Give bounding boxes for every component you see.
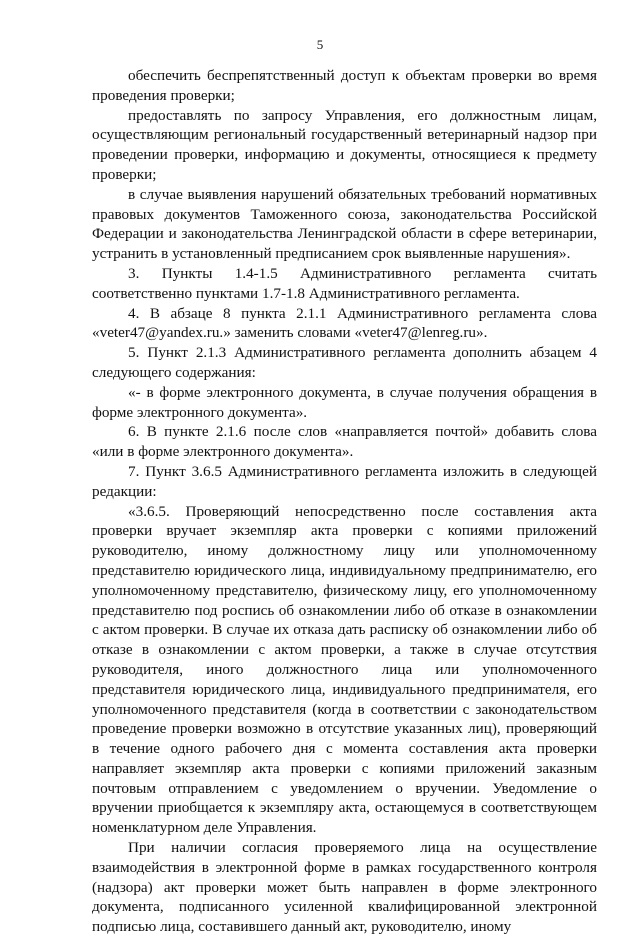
document-body bbox=[92, 66, 597, 937]
paragraph: «- в форме электронного документа, в случае получения обращения в форме электронного документа». bbox=[92, 383, 597, 421]
paragraph: в случае выявления нарушений обязательных требований нормативных правовых документов Таможенного союза, законодательства Российской Федерации и законодательства Ленинградской области в сфере ветеринарии, устранить в установленный предписанием срок выявленные нарушения». bbox=[92, 185, 597, 263]
paragraph: При наличии согласия проверяемого лица на осуществление взаимодействия в электронной форме в рамках государственного контроля (надзора) акт проверки может быть направлен в форме электронного документа, подписанного усиленной квалифицированной электронной подписью лица, составившего данный акт, руководителю, иному bbox=[92, 839, 597, 936]
paragraph: 4. В абзаце 8 пункта 2.1.1 Административного регламента слова «veter47@yandex.ru.» заменить словами «veter47@lenreg.ru». bbox=[92, 304, 597, 342]
paragraph: 7. Пункт 3.6.5 Административного регламента изложить в следующей редакции: bbox=[92, 462, 597, 500]
paragraph: «3.6.5. Проверяющий непосредственно после составления акта проверки вручает экземпляр акта проверки с копиями приложений руководителю, иному должностному лицу или уполномоченному представителю юридического лица, индивидуальному предпринимателю, его уполномоченному представителю, физическому лицу, его уполномоченному представителю под роспись об ознакомлении либо об отказе в ознакомлении с актом проверки. В случае их отказа дать расписку об ознакомлении либо об отказе в ознакомлении с актом проверки, а также в случае отсутствия руководителя, иного должностного лица или уполномоченного представителя юридического лица, индивидуального предпринимателя, его уполномоченного представителя (когда в соответствии с законодательством проведение проверки возможно в отсутствие указанных лиц), проверяющий в течение одного рабочего дня с момента составления акта проверки направляет экземпляр акта проверки с копиями приложений заказным почтовым отправлением с уведомлением о вручении. Уведомление о вручении приобщается к экземпляру акта, остающемуся в соответствующем номенклатурном деле Управления. bbox=[92, 502, 597, 837]
paragraph: 5. Пункт 2.1.3 Административного регламента дополнить абзацем 4 следующего содержания: bbox=[92, 344, 597, 381]
paragraph: 3. Пункты 1.4-1.5 Административного регламента считать соответственно пунктами 1.7-1.8 Административного регламента. bbox=[92, 264, 597, 302]
page-number: 5 bbox=[316, 37, 324, 52]
paragraph: предоставлять по запросу Управления, его должностным лицам, осуществляющим региональный государственный ветеринарный надзор при проведении проверки, информацию и документы, относящиеся к предмету проверки; bbox=[92, 106, 597, 183]
paragraph: обеспечить беспрепятственный доступ к объектам проверки во время проведения проверки; bbox=[92, 67, 597, 104]
paragraph: 6. В пункте 2.1.6 после слов «направляется почтой» добавить слова «или в форме электронного документа». bbox=[92, 423, 597, 461]
